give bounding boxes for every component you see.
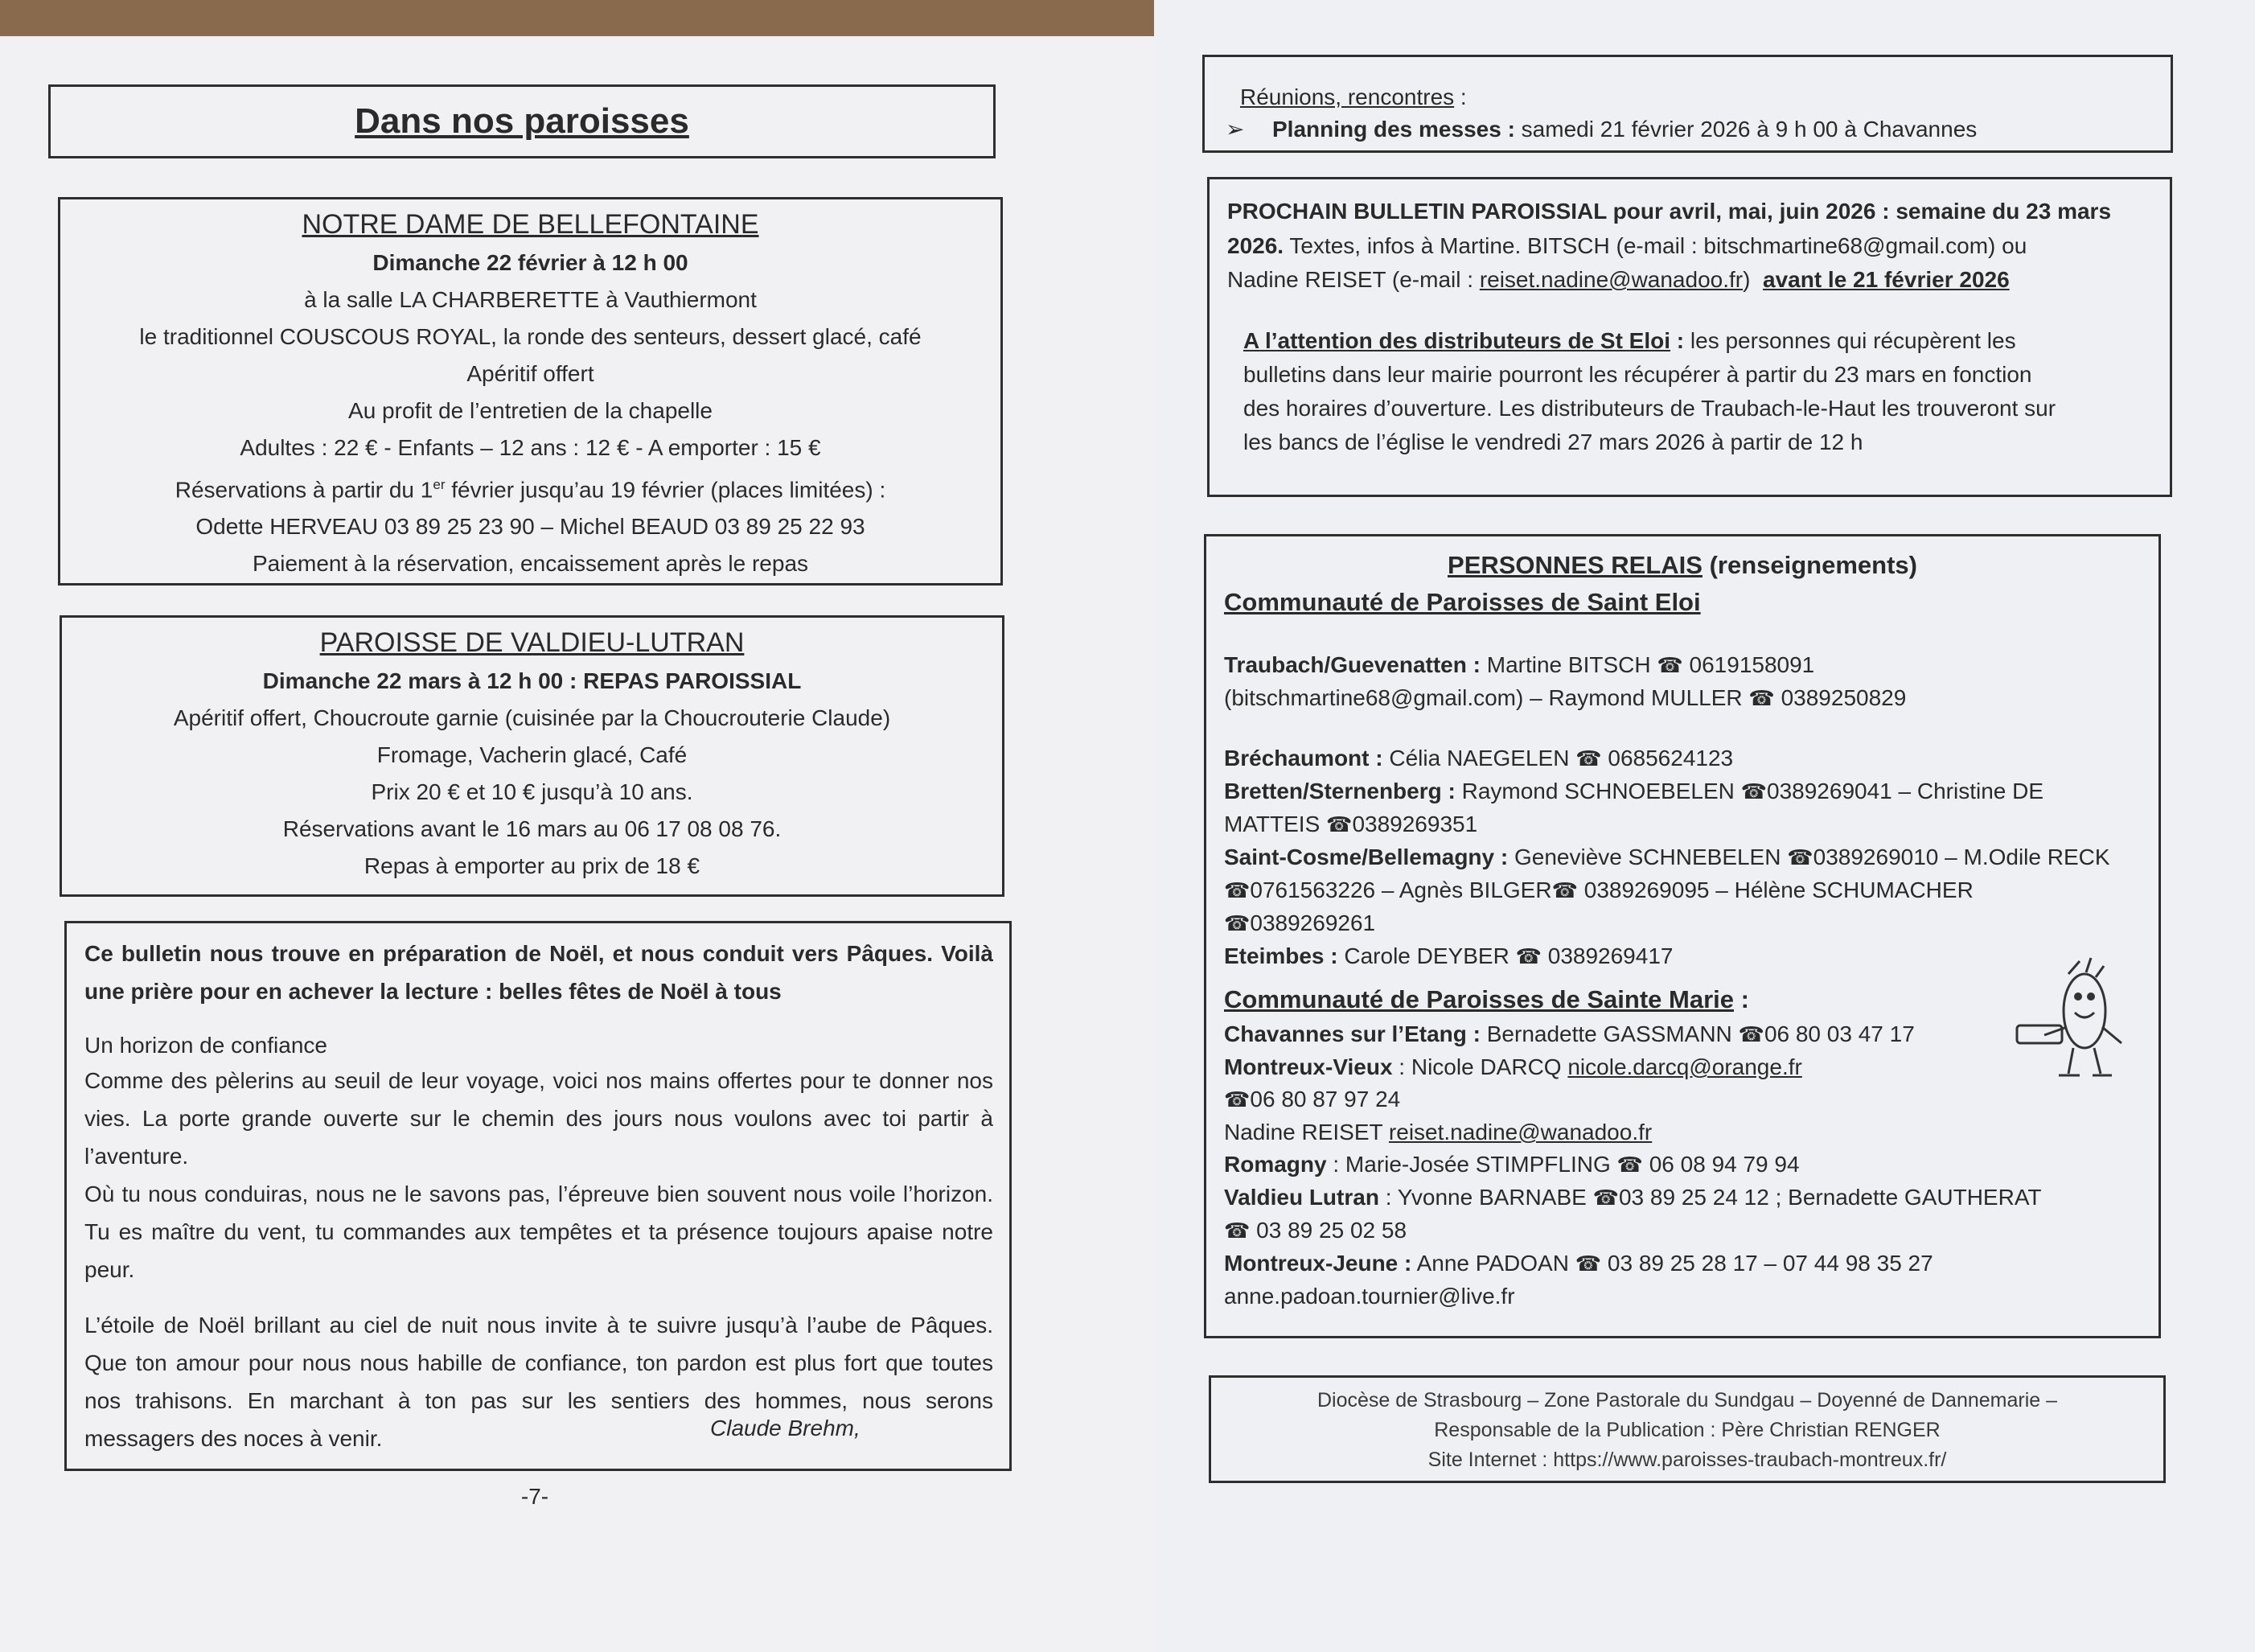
- valdieu-line: Repas à emporter au prix de 18 €: [364, 853, 700, 878]
- cosme-phone-4: 0389269261: [1250, 910, 1376, 935]
- meetings-label: Réunions, rencontres: [1240, 84, 1455, 109]
- bellefontaine-line: Adultes : 22 € - Enfants – 12 ans : 12 € - A emporter : 15 €: [240, 435, 821, 460]
- phone-icon: ☎: [1224, 879, 1251, 903]
- jeune-name: Anne PADOAN: [1411, 1251, 1575, 1276]
- relais-valdieu-2: [1224, 1214, 2141, 1247]
- valdieu-label: Valdieu Lutran: [1224, 1185, 1379, 1210]
- footer-box: [1209, 1375, 2166, 1483]
- cosme-name: Geneviève SCHNEBELEN: [1508, 844, 1788, 869]
- valdieu-line: Apéritif offert, Choucroute garnie (cuisinée par la Choucrouterie Claude): [173, 705, 891, 730]
- phone-icon: ☎: [1224, 1219, 1251, 1243]
- relais-chavannes: [1224, 1018, 2141, 1051]
- relais-cosme-3: [1224, 907, 2141, 940]
- phone-icon: ☎: [1740, 780, 1768, 804]
- bullet-arrow-icon: ➢: [1226, 116, 1245, 142]
- eteimbes-phone: 0389269417: [1541, 943, 1674, 968]
- cosme-phone: 0389269010 – M.Odile RECK: [1813, 844, 2110, 869]
- bulletin-line-2-text: Textes, infos à Martine. BITSCH (e-mail : bitschmartine68@gmail.com) ou: [1284, 233, 2027, 258]
- attention-colon: :: [1670, 328, 1690, 353]
- valdieu-date: Dimanche 22 mars à 12 h 00 : REPAS PAROISSIAL: [262, 668, 802, 693]
- relais-cosme-2: [1224, 874, 2141, 907]
- eteimbes-name: Carole DEYBER: [1337, 943, 1516, 968]
- traubach-label: Traubach/Guevenatten :: [1224, 652, 1481, 677]
- phone-icon: ☎: [1748, 687, 1775, 711]
- relais-title: PERSONNES RELAIS: [1448, 551, 1703, 579]
- bellefontaine-line: Apéritif offert: [466, 361, 594, 386]
- traubach-phone: 0619158091: [1682, 652, 1815, 677]
- bretten-line-2: MATTEIS: [1224, 812, 1327, 836]
- phone-icon: ☎: [1515, 945, 1542, 969]
- relais-eteimbes: [1224, 940, 2141, 973]
- phone-icon: ☎: [1224, 912, 1251, 936]
- relais-montreux-2: [1224, 1083, 2141, 1116]
- jeune-label: Montreux-Jeune :: [1224, 1251, 1412, 1276]
- meetings-item-text: samedi 21 février 2026 à 9 h 00 à Chavannes: [1514, 117, 1978, 142]
- phone-icon: ☎: [1787, 846, 1813, 870]
- montreux-name: : Nicole DARCQ: [1392, 1054, 1568, 1079]
- meetings-box: [1202, 55, 2173, 153]
- footer-line-1: Diocèse de Strasbourg – Zone Pastorale du Sundgau – Doyenné de Dannemarie –: [1316, 1389, 2058, 1412]
- montreux-email-link[interactable]: nicole.darcq@orange.fr: [1567, 1054, 1802, 1079]
- jeune-phone: 03 89 25 28 17 – 07 44 98 35 27: [1601, 1251, 1933, 1276]
- valdieu-line: Prix 20 € et 10 € jusqu’à 10 ans.: [371, 779, 693, 804]
- attention-text-1: les personnes qui récupèrent les: [1690, 328, 2016, 353]
- bulletin-box: [1207, 177, 2172, 497]
- bulletin-deadline: avant le 21 février 2026: [1763, 267, 2010, 292]
- valdieu-title: PAROISSE DE VALDIEU-LUTRAN: [319, 627, 745, 658]
- meetings-heading: [1240, 81, 2171, 113]
- bulletin-line-2: [1227, 229, 2152, 263]
- prayer-title: Un horizon de confiance: [84, 1033, 327, 1058]
- stemarie-heading-row: [1224, 981, 2141, 1018]
- meetings-colon: :: [1454, 84, 1467, 109]
- relais-traubach: [1224, 649, 2141, 682]
- chavannes-label: Chavannes sur l’Etang :: [1224, 1021, 1481, 1046]
- brechaumont-label: Bréchaumont :: [1224, 746, 1383, 771]
- stemarie-heading-colon: :: [1734, 985, 1749, 1013]
- cosme-label: Saint-Cosme/Bellemagny :: [1224, 844, 1509, 869]
- bellefontaine-reservation: [60, 466, 1000, 508]
- bellefontaine-box: [58, 197, 1003, 586]
- phone-icon: ☎: [1575, 747, 1602, 771]
- brechaumont-name: Célia NAEGELEN: [1382, 746, 1576, 771]
- nadine-name: Nadine REISET: [1224, 1120, 1389, 1144]
- bulletin-line-2-bold: 2026.: [1227, 233, 1284, 258]
- meetings-item: [1226, 113, 2171, 146]
- chavannes-name: Bernadette GASSMANN: [1480, 1021, 1739, 1046]
- attention-line-3: des horaires d’ouverture. Les distributeurs de Traubach-le-Haut les trouveront sur: [1243, 396, 2056, 421]
- cosme-phone-2: 0761563226 – Agnès BILGER: [1250, 877, 1552, 902]
- phone-icon: ☎: [1575, 1252, 1602, 1276]
- romagny-name: : Marie-Josée STIMPFLING: [1326, 1152, 1617, 1177]
- page-number: -7-: [520, 1484, 549, 1509]
- prayer-paragraph-1: Comme des pèlerins au seuil de leur voyage, voici nos mains offertes pour te donner nos vies. La porte grande ouverte sur le chemin des jours nous voulons avec toi partir à l’aventure.: [84, 1068, 993, 1169]
- phone-icon: ☎: [1326, 813, 1353, 837]
- bellefontaine-contacts: Odette HERVEAU 03 89 25 23 90 – Michel BEAUD 03 89 25 22 93: [195, 514, 865, 540]
- footer-line-3: Site Internet : https://www.paroisses-traubach-montreux.fr/: [1427, 1449, 1947, 1471]
- attention-line-1: [1243, 324, 2152, 358]
- prayer-intro: Ce bulletin nous trouve en préparation de Noël, et nous conduit vers Pâques. Voilà une prière pour en achever la lecture : belles fêtes de Noël à tous: [84, 941, 993, 1004]
- reservation-post: février jusqu’au 19 février (places limitées) :: [445, 477, 886, 503]
- phone-icon: ☎: [1657, 654, 1683, 678]
- phone-icon: ☎: [1616, 1153, 1643, 1177]
- valdieu-name: : Yvonne BARNABE: [1378, 1185, 1593, 1210]
- relais-nadine: [1224, 1116, 2141, 1149]
- reservation-pre: Réservations à partir du 1: [175, 477, 433, 503]
- relais-bretten: [1224, 775, 2141, 808]
- relais-title-row: [1224, 548, 2141, 583]
- bretten-phone: 0389269041 – Christine DE: [1767, 779, 2044, 803]
- steloi-heading: Communauté de Paroisses de Saint Eloi: [1224, 588, 1701, 616]
- bulletin-email-link[interactable]: reiset.nadine@wanadoo.fr: [1479, 267, 1744, 292]
- romagny-phone: 06 08 94 79 94: [1642, 1152, 1800, 1177]
- chavannes-phone: 06 80 03 47 17: [1764, 1021, 1915, 1046]
- bulletin-line-3-text: Nadine REISET (e-mail :: [1227, 267, 1480, 292]
- bellefontaine-date: Dimanche 22 février à 12 h 00: [372, 250, 688, 275]
- valdieu-phone-2: 03 89 25 02 58: [1250, 1218, 1407, 1243]
- cosme-phone-3: 0389269095 – Hélène SCHUMACHER: [1577, 877, 1974, 902]
- phone-icon: ☎: [1551, 879, 1578, 903]
- prayer-box: [64, 921, 1012, 1471]
- bulletin-line-3-close: ): [1743, 267, 1751, 292]
- phone-icon: ☎: [1224, 1088, 1251, 1112]
- relais-jeune-email: anne.padoan.tournier@live.fr: [1224, 1284, 1515, 1309]
- prayer-paragraph-2: Où tu nous conduiras, nous ne le savons pas, l’épreuve bien souvent nous voile l’horizon. Tu es maître du vent, tu commandes aux tempêtes et ta présence toujours apaise notre peur.: [84, 1181, 993, 1282]
- attention-label: A l’attention des distributeurs de St Eloi: [1243, 328, 1671, 353]
- phone-icon: ☎: [1738, 1023, 1764, 1047]
- attention-line-2: bulletins dans leur mairie pourront les récupérer à partir du 23 mars en fonction: [1243, 362, 2032, 387]
- right-page: [1154, 0, 2255, 1652]
- relais-brechaumont: [1224, 742, 2141, 775]
- relais-montreux: [1224, 1051, 2141, 1083]
- nadine-email-link[interactable]: reiset.nadine@wanadoo.fr: [1388, 1120, 1653, 1144]
- romagny-label: Romagny: [1224, 1152, 1327, 1177]
- header-box: [48, 84, 996, 158]
- bellefontaine-title: NOTRE DAME DE BELLEFONTAINE: [302, 209, 759, 240]
- page-title: Dans nos paroisses: [355, 101, 689, 141]
- relais-cosme: [1224, 841, 2141, 874]
- attention-line-4: les bancs de l’église le vendredi 27 mars 2026 à partir de 12 h: [1243, 429, 1863, 454]
- relais-traubach-2: [1224, 682, 2141, 715]
- traubach-phone-2: 0389250829: [1774, 685, 1907, 710]
- relais-title-suffix: (renseignements): [1702, 551, 1917, 579]
- reservation-sup: er: [433, 477, 446, 492]
- phone-icon: ☎: [1592, 1186, 1619, 1210]
- relais-bretten-2: [1224, 808, 2141, 841]
- footer-line-2: Responsable de la Publication : Père Christian RENGER: [1434, 1419, 1941, 1441]
- bretten-label: Bretten/Sternenberg :: [1224, 779, 1456, 803]
- mascot-illustration-icon: [2006, 955, 2134, 1083]
- meetings-item-label: Planning des messes :: [1272, 117, 1515, 142]
- montreux-label: Montreux-Vieux: [1224, 1054, 1393, 1079]
- relais-box: [1204, 534, 2161, 1338]
- bulletin-line-1: PROCHAIN BULLETIN PAROISSIAL pour avril, mai, juin 2026 : semaine du 23 mars: [1227, 199, 2112, 224]
- relais-romagny: [1224, 1149, 2141, 1181]
- montreux-phone: 06 80 87 97 24: [1250, 1087, 1401, 1112]
- valdieu-phone: 03 89 25 24 12 ; Bernadette GAUTHERAT: [1618, 1185, 2042, 1210]
- bellefontaine-line: Au profit de l’entretien de la chapelle: [348, 398, 713, 423]
- bellefontaine-line: à la salle LA CHARBERETTE à Vauthiermont: [304, 287, 757, 312]
- bretten-phone-2: 0389269351: [1352, 812, 1478, 836]
- valdieu-line: Réservations avant le 16 mars au 06 17 08 08 76.: [282, 816, 782, 841]
- relais-jeune: [1224, 1247, 2141, 1280]
- valdieu-box: [60, 615, 1004, 897]
- bretten-name: Raymond SCHNOEBELEN: [1455, 779, 1741, 803]
- prayer-author: Claude Brehm,: [710, 1416, 861, 1440]
- traubach-name: Martine BITSCH: [1480, 652, 1657, 677]
- traubach-line-2: (bitschmartine68@gmail.com) – Raymond MULLER: [1224, 685, 1749, 710]
- eteimbes-label: Eteimbes :: [1224, 943, 1338, 968]
- prayer-paragraph-3: L’étoile de Noël brillant au ciel de nuit nous invite à te suivre jusqu’à l’aube de Pâques. Que ton amour pour nous nous habille de confiance, ton pardon est plus fort que toutes nos trahisons. En marchant à ton pas sur les sentiers des hommes, nous serons messagers des noces à venir.: [84, 1313, 993, 1451]
- left-page: [0, 36, 1182, 1652]
- bellefontaine-line: le traditionnel COUSCOUS ROYAL, la ronde des senteurs, dessert glacé, café: [139, 324, 922, 349]
- brechaumont-phone: 0685624123: [1601, 746, 1734, 771]
- stemarie-heading: Communauté de Paroisses de Sainte Marie: [1224, 985, 1734, 1013]
- bellefontaine-payment: Paiement à la réservation, encaissement après le repas: [252, 551, 809, 577]
- relais-valdieu: [1224, 1181, 2141, 1214]
- bulletin-line-3: [1227, 263, 2152, 297]
- valdieu-line: Fromage, Vacherin glacé, Café: [376, 742, 688, 767]
